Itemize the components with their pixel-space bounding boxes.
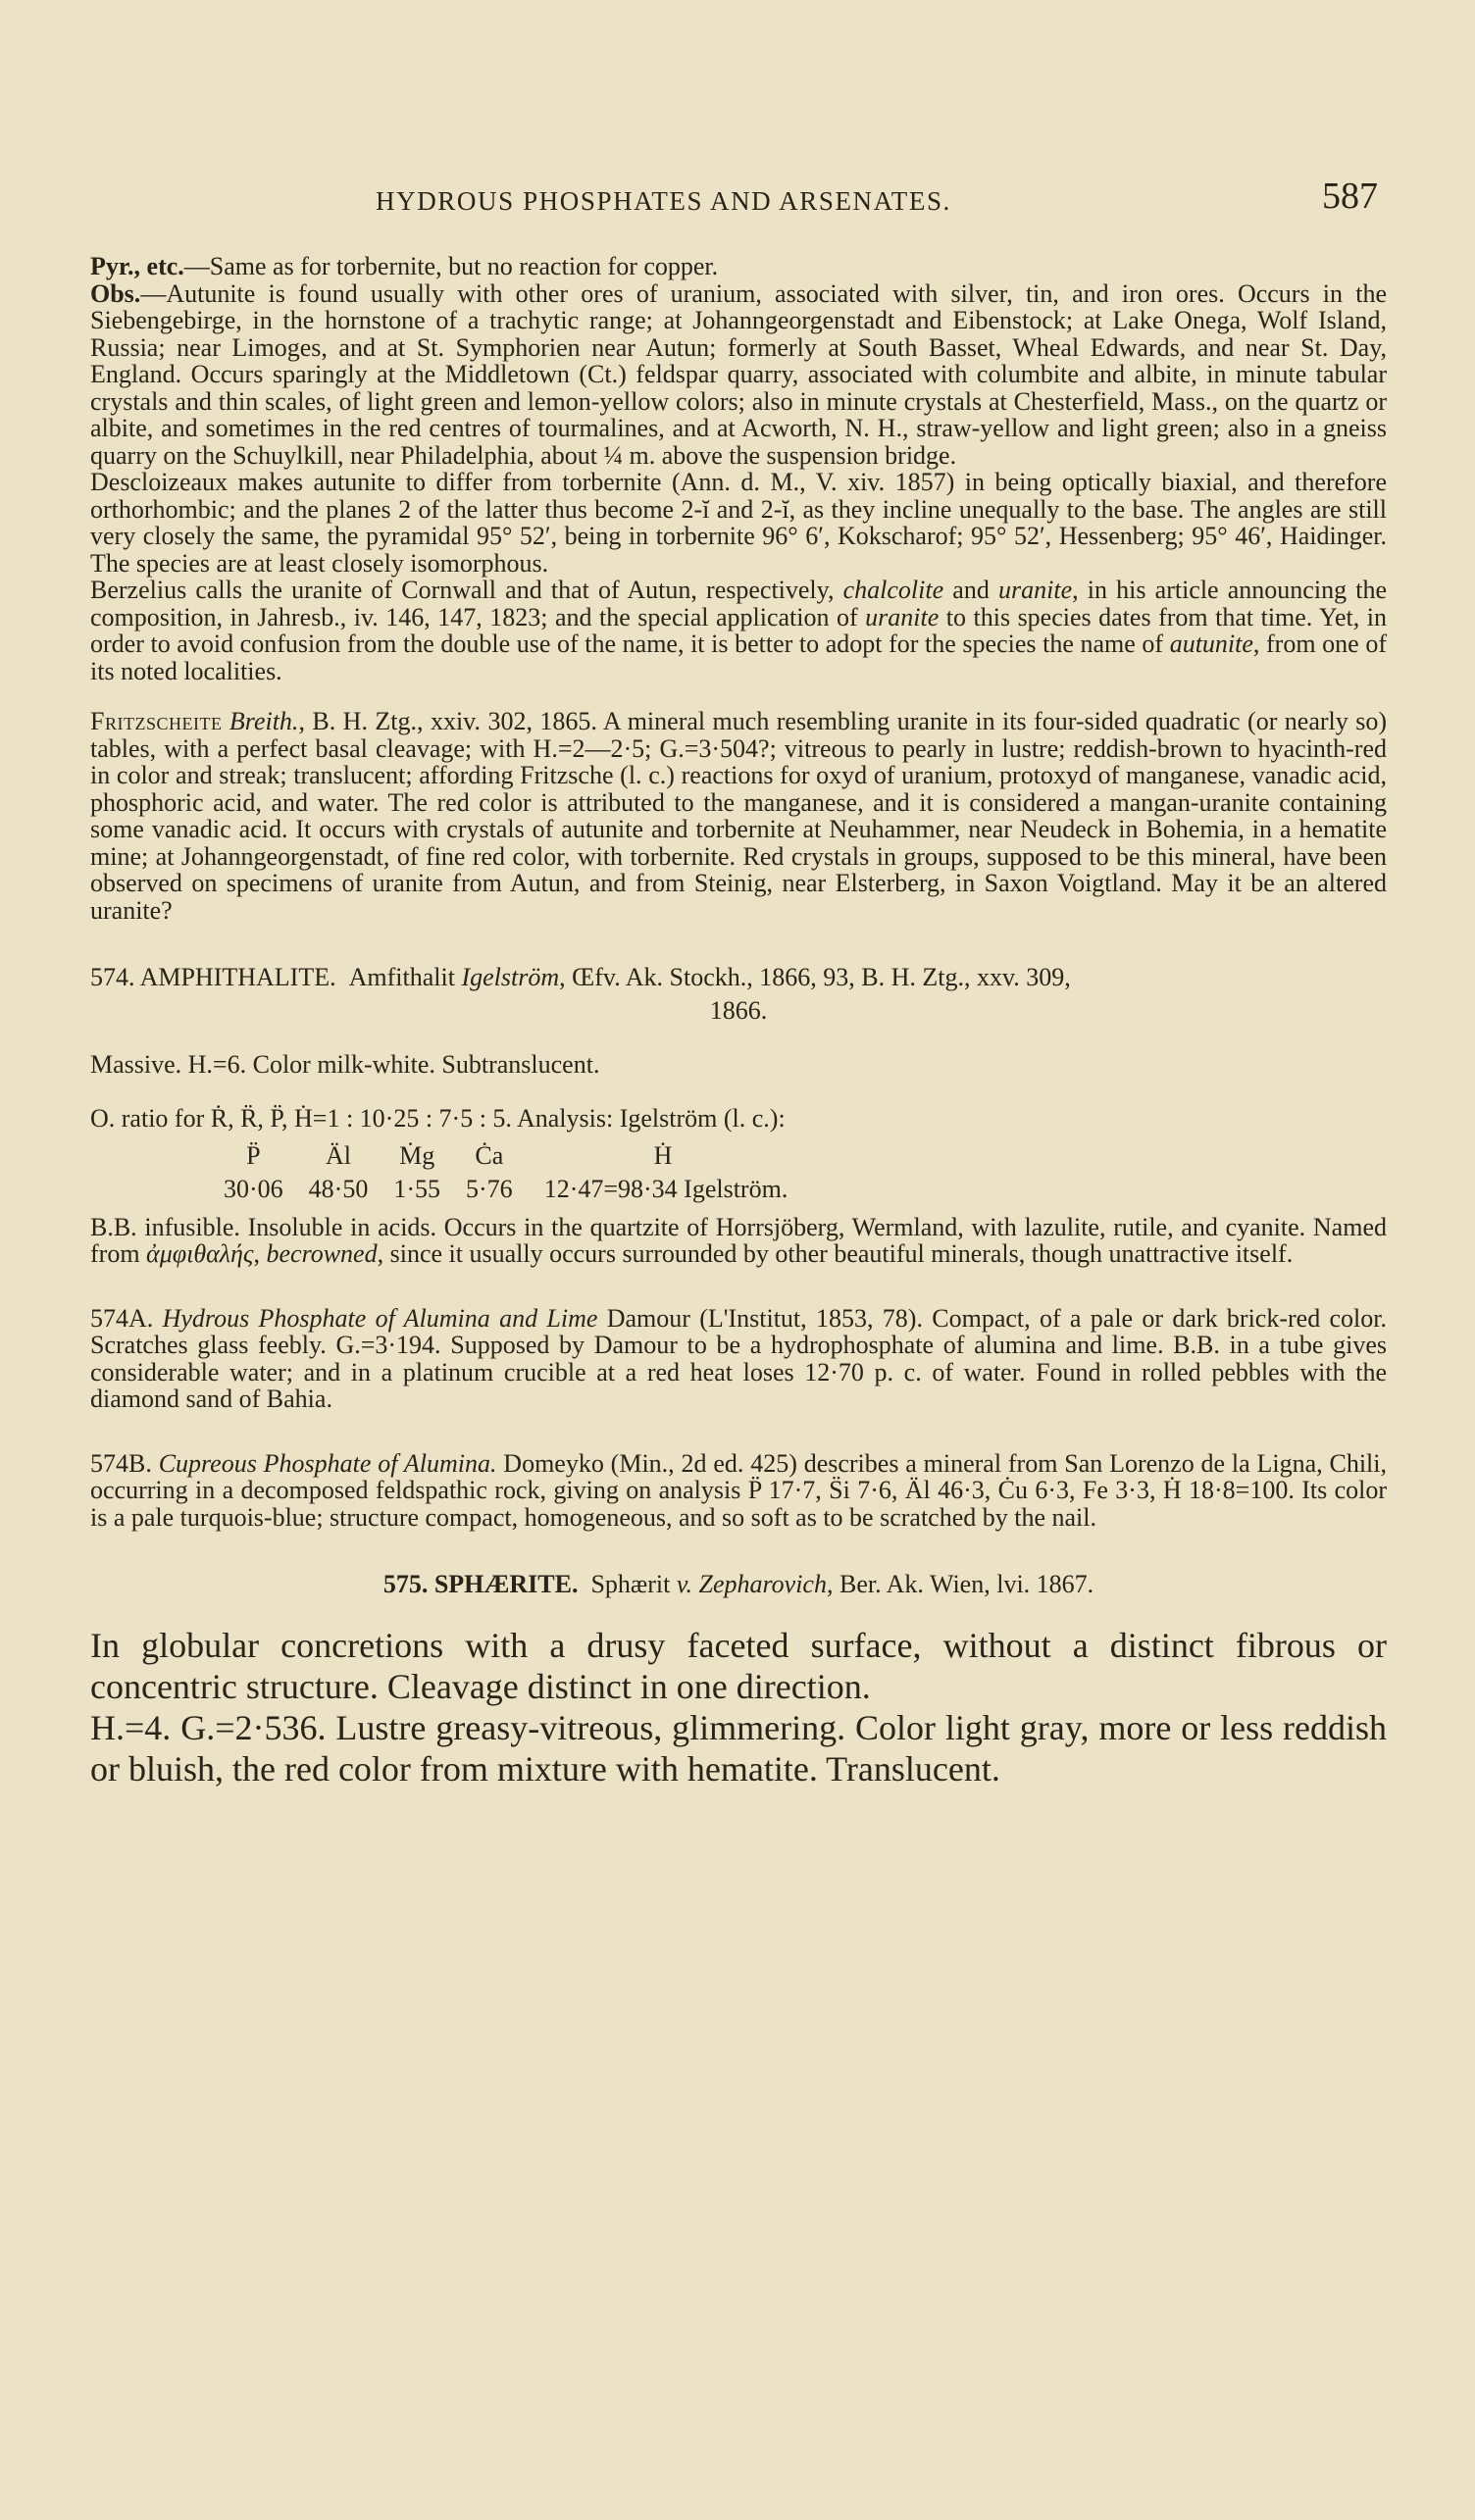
entry-author: Igelström	[461, 963, 560, 991]
analysis-table	[224, 1139, 813, 1206]
sphaerite-section	[90, 1568, 1387, 1789]
text-run: , since it usually occurs surrounded by other beautiful minerals, though unattractive itself.	[377, 1239, 1294, 1268]
term-becrowned: becrowned	[266, 1239, 378, 1268]
analysis-header: Äl	[326, 1140, 351, 1170]
obs-label: Obs.	[90, 278, 141, 308]
page-header	[0, 175, 1475, 233]
amphithalite-heading	[90, 961, 1387, 1028]
pyr-label: Pyr., etc.	[90, 252, 184, 280]
fritzscheite-paragraph	[90, 708, 1387, 924]
analysis-header: Ċa	[475, 1140, 504, 1170]
term-uranite: uranite	[865, 602, 940, 631]
sphaerite-description: In globular concretions with a drusy faceted surface, without a distinct fibrous or concentric structure. Cleavage distinct in one direction.	[90, 1626, 1387, 1706]
entry-title: Cupreous Phosphate of Alumina.	[158, 1448, 497, 1478]
obs-paragraph	[90, 280, 1387, 470]
text-run: ,	[253, 1239, 267, 1268]
analysis-header: Ḣ	[653, 1140, 673, 1170]
entry-number: 574.	[90, 963, 135, 991]
analysis-header-row	[224, 1139, 813, 1173]
pyr-paragraph	[90, 253, 1387, 280]
amphithalite-section	[90, 961, 1387, 1268]
analysis-value: 5·76	[466, 1174, 513, 1203]
analysis-value-row	[224, 1173, 813, 1206]
descloizeaux-paragraph: Descloizeaux makes autunite to differ from torbernite (Ann. d. M., V. xiv. 1857) in being optically biaxial, and therefore orthorhombic; and the planes 2 of the latter thus become 2-ĭ and 2-ĭ, as they incline unequally to the base. The angles are still very closely the same, the pyramidal 95° 52′, being in torbernite 96° 6′, Kokscharof; 95° 52′, Hessenberg; 95° 46′, Haidinger. The species are at least closely isomorphous.	[90, 468, 1387, 578]
entry-number: 574A.	[90, 1303, 154, 1333]
amphithalite-bb	[90, 1214, 1387, 1268]
analysis-value: 1·55	[393, 1174, 441, 1203]
term-uranite: uranite	[998, 576, 1073, 604]
entry-name: SPHÆRITE.	[433, 1570, 579, 1598]
entry-title: Hydrous Phosphate of Alumina and Lime	[162, 1303, 598, 1333]
entry-year: 1866.	[709, 996, 768, 1025]
fritzscheite-label: Fritzscheite	[90, 707, 223, 735]
analysis-value: 12·47=98·34 Igelström.	[543, 1174, 788, 1203]
entry-number: 575.	[382, 1570, 429, 1598]
entry-name: AMPHITHALITE.	[139, 963, 336, 991]
fritzscheite-text: , B. H. Ztg., xxiv. 302, 1865. A mineral much resembling uranite in its four-sided quadratic (or nearly so) tables, with a perfect basal cleavage; with H.=2—2·5; G.=3·504?; vitreous to pearly in lustre; reddish-brown to hyacinth-red in color and streak; translucent; affording Fritzsche (l. c.) reactions for oxyd of uranium, protoxyd of manganese, vanadic acid, phosphoric acid, and water. The red color is attributed to the manganese, and it is considered a mangan-uranite containing some vanadic acid. It occurs with crystals of autunite and torbernite at Neuhammer, near Neudeck in Bohemia, in a hematite mine; at Johanngeorgenstadt, of fine red color, with torbernite. Red crystals in groups, supposed to be this mineral, have been observed on specimens of uranite from Autun, and from Steinig, near Elsterberg, in Saxon Voigtland. May it be an altered uranite?	[90, 707, 1387, 925]
berzelius-paragraph	[90, 577, 1387, 684]
text-run: Damour (L'Institut, 1853, 78). Compact, of a pale or dark brick-red color. Scratches glass feebly. G.=3·194. Supposed by Damour to be a hydrophosphate of alumina and lime. B.B. in a tube gives considerable water; and in a platinum crucible at a red heat loses 12·70 p. c. of water. Found in rolled pebbles with the diamond sand of Bahia.	[90, 1303, 1388, 1413]
sphaerite-properties: H.=4. G.=2·536. Lustre greasy-vitreous, glimmering. Color light gray, more or less reddish or bluish, the red color from mixture with hematite. Translucent.	[90, 1708, 1387, 1789]
page-body	[90, 253, 1387, 1789]
text-run: Berzelius calls the uranite of Cornwall and that of Autun, respectively,	[90, 576, 843, 604]
greek-word: ἀμφιθαλής	[146, 1239, 254, 1268]
analysis-header: P̈	[246, 1140, 261, 1170]
analysis-value: 48·50	[308, 1174, 369, 1203]
entry-synonym: Amfithalit	[348, 963, 455, 991]
entry-ref: , Œfv. Ak. Stockh., 1866, 93, B. H. Ztg., xxv. 309,	[559, 963, 1071, 991]
term-chalcolite: chalcolite	[842, 576, 944, 604]
entry-v: v.	[676, 1570, 693, 1598]
text-run: , in his article announcing the composition, in Jahresb., iv. 146, 147, 1823; and the special application of	[90, 576, 1387, 631]
term-autunite: autunite	[1169, 630, 1253, 658]
oxygen-ratio: O. ratio for Ṙ, R̈, P̈, Ḣ=1 : 10·25 : 7·5 : 5. Analysis: Igelström (l. c.):	[90, 1103, 786, 1133]
text-run: Domeyko (Min., 2d ed. 425) describes a mineral from San Lorenzo de la Ligna, Chili, occurring in a decomposed feldspathic rock, giving on analysis P̈ 17·7, S̈i 7·6, Äl 46·3, Ċu 6·3, Fe 3·3, Ḣ 18·8=100. Its color is a pale turquois-blue; structure compact, homogeneous, and so soft as to be scratched by the nail.	[90, 1448, 1388, 1532]
574b-paragraph	[90, 1450, 1387, 1532]
text-run: and	[943, 576, 998, 604]
analysis-header: Ṁg	[399, 1140, 435, 1170]
analysis-value: 30·06	[224, 1174, 283, 1203]
sphaerite-heading	[90, 1568, 1387, 1601]
obs-text: —Autunite is found usually with other ores of uranium, associated with silver, tin, and iron ores. Occurs in the Siebengebirge, in the hornstone of a trachytic range; at Johanngeorgenstadt and Eibenstock; at Lake Onega, Wolf Island, Russia; near Limoges, and at St. Symphorien near Autun; formerly at South Basset, Wheal Edwards, and near St. Day, England. Occurs sparingly at the Middletown (Ct.) feldspar quarry, associated with columbite and albite, in minute tabular crystals and thin scales, of light green and lemon-yellow colors; also in minute crystals at Chesterfield, Mass., on the quartz or albite, and sometimes in the red centres of tourmalines, and at Acworth, N. H., straw-yellow and light green; also in a gneiss quarry on the Schuylkill, near Philadelphia, about ¼ m. above the suspension bridge.	[90, 278, 1387, 470]
574a-paragraph	[90, 1305, 1387, 1413]
entry-number: 574B.	[90, 1448, 152, 1478]
text-run: , from one of its noted localities.	[90, 630, 1387, 685]
running-title: HYDROUS PHOSPHATES AND ARSENATES.	[376, 186, 951, 216]
fritzscheite-ref: Breith.	[229, 707, 299, 735]
amphithalite-props: Massive. H.=6. Color milk-white. Subtranslucent.	[90, 1050, 600, 1079]
text-run: B.B. infusible. Insoluble in acids. Occurs in the quartzite of Horrsjöberg, Wermland, with lazulite, rutile, and cyanite. Named from	[90, 1212, 1387, 1268]
pyr-text: —Same as for torbernite, but no reaction for copper.	[183, 252, 719, 280]
page-number: 587	[1322, 176, 1378, 217]
text-run: to this species dates from that time. Yet, in order to avoid confusion from the double use of the name, it is better to adopt for the species the name of	[90, 602, 1388, 658]
entry-synonym: Sphærit	[590, 1570, 671, 1598]
entry-author: Zepharovich	[698, 1570, 827, 1598]
entry-ref: , Ber. Ak. Wien, lvi. 1867.	[826, 1570, 1094, 1598]
